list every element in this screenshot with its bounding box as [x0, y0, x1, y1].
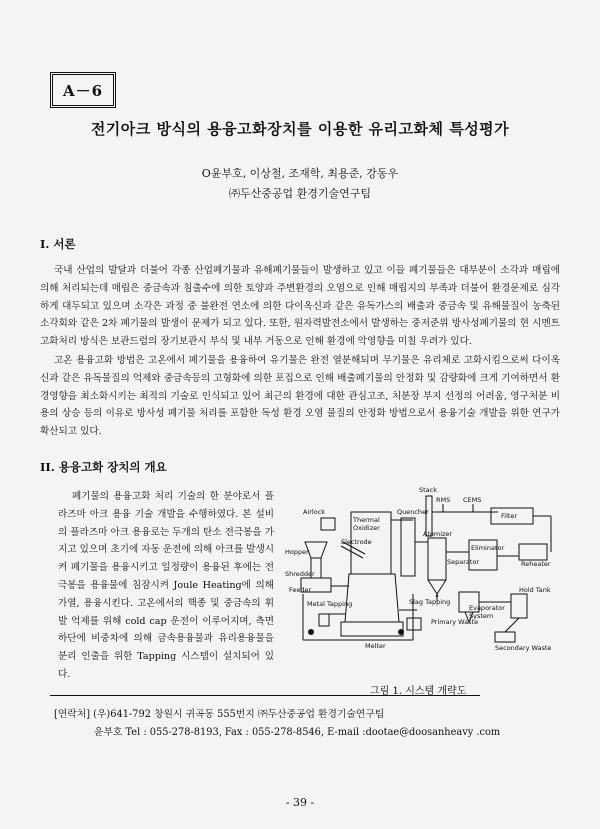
contact-info — [54, 706, 554, 742]
label-separator: Separator — [447, 558, 480, 566]
section-tag: A－6 — [50, 72, 116, 108]
system-schematic-figure — [283, 482, 565, 672]
label-secondary-waste: Secondary Waste — [495, 644, 552, 652]
label-hold-tank: Hold Tank — [519, 586, 551, 594]
label-primary-waste: Primary Waste — [431, 618, 479, 626]
figure-caption: 그림 1. 시스템 개략도 — [370, 686, 467, 697]
label-reheater: Reheater — [521, 560, 551, 568]
label-evaporator-system: Evaporator System — [469, 604, 505, 620]
page-number: - 39 - — [285, 796, 315, 809]
contact-details: 윤부호 Tel : 055-278-8193, Fax : 055-278-8546, E-mail :dootae@doosanheavy .com — [94, 727, 501, 738]
label-metal-tapping: Metal Tapping — [307, 600, 353, 608]
contact-address: [연락처] (우)641-792 창원시 귀곡동 555번지 ㈜두산중공업 환경기술연구팀 — [54, 709, 385, 720]
label-stack: Stack — [419, 486, 437, 494]
label-shredder: Shredder — [285, 570, 315, 578]
label-feeder: Feeder — [289, 586, 312, 594]
label-slag-tapping: Slag Tapping — [409, 598, 451, 606]
label-rms: RMS — [436, 496, 451, 504]
label-melter: Melter — [365, 642, 386, 650]
label-hopper: Hopper — [285, 548, 309, 556]
label-eliminator: Eliminator — [471, 544, 505, 552]
intro-paragraph-2: 고온 용융고화 방법은 고온에서 폐기물을 용융하여 유기물은 완전 열분해되며 무기물은 유리체로 고화시킴으로써 다이옥신과 같은 유독물질의 억제와 중금속등의 고형화에 의한 포집으로 인해 배출폐기물의 안정화 및 감량화에 크게 기여하면서 환경영향을 최소화시키는 최적의 기술로 인식되고 있어 최근의 환경에 대한 관심고조, 처분장 부지 선정의 어려움, 영구처분 비용의 상승 등의 이유로 방사성 폐기물 처리를 포함한 독성 환경 오염 물질의 안정화 방법으로서 용융기술 개발을 위한 연구가 확산되고 있다. — [40, 355, 560, 438]
label-thermal-oxidizer: Thermal Oxidizer — [353, 516, 380, 532]
author-list: O윤부호, 이상철, 조재학, 최용준, 강동우 — [201, 167, 399, 180]
label-quencher: Quencher — [397, 508, 429, 516]
section-heading-overview: II. 용융고화 장치의 개요 — [40, 460, 167, 474]
paper-title: 전기아크 방식의 용융고화장치를 이용한 유리고화체 특성평가 — [90, 120, 510, 138]
label-filter: Filter — [501, 512, 518, 520]
label-airlock: Airlock — [303, 508, 326, 516]
author-block — [40, 164, 560, 204]
affiliation: ㈜두산중공업 환경기술연구팀 — [228, 187, 371, 200]
overview-paragraph: 폐기물의 용융고화 처리 기술의 한 분야로서 플라즈마 아크 용융 기술 개발을 수행하였다. 본 설비의 플라즈마 아크 용융로는 두개의 탄소 전극봉을 가지고 있으며 초기에 자동 운전에 의해 아크를 발생시켜 폐기물을 용융시키고 일정량이 용융된 후에는 전극봉을 용융물에 침잠시켜 Joule Heating에 의해 가열, 용융시킨다. 고온에서의 핵종 및 중금속의 휘발 억제를 위해 cold cap 운전이 이루어지며, 측면 하단에 비중차에 의해 금속용융물과 유리용융물을 분리 인출을 위한 Tapping 시스템이 설치되어 있다. — [58, 491, 274, 680]
footer-divider — [50, 695, 480, 696]
label-cems: CEMS — [463, 496, 482, 504]
section-heading-introduction: I. 서론 — [40, 237, 76, 251]
label-atomizer: Atomizer — [423, 530, 453, 538]
label-electrode: Electrode — [341, 538, 372, 546]
intro-paragraph-1: 국내 산업의 발달과 더불어 각종 산업폐기물과 유해폐기물들이 발생하고 있고 이들 폐기물들은 대부분이 소각과 매립에 의해 처리되는데 매립은 중금속과 침출수에 의한 토양과 주변환경의 오염으로 인해 매립지의 부족과 더불어 환경문제로 심각하게 대두되고 있으며 소각은 과정 중 불완전 연소에 의한 다이옥신과 같은 유독가스의 배출과 중금속 및 유해물질이 농축된 소각회와 같은 2차 폐기물의 발생이 문제가 되고 있다. 또한, 원자력발전소에서 발생하는 중저준위 방사성폐기물의 현 시멘트 고화처리 방식은 보관드럼의 장기보관시 부식 및 내부 거동으로 인해 환경에 악영향을 미칠 우려가 있다. — [40, 265, 560, 348]
